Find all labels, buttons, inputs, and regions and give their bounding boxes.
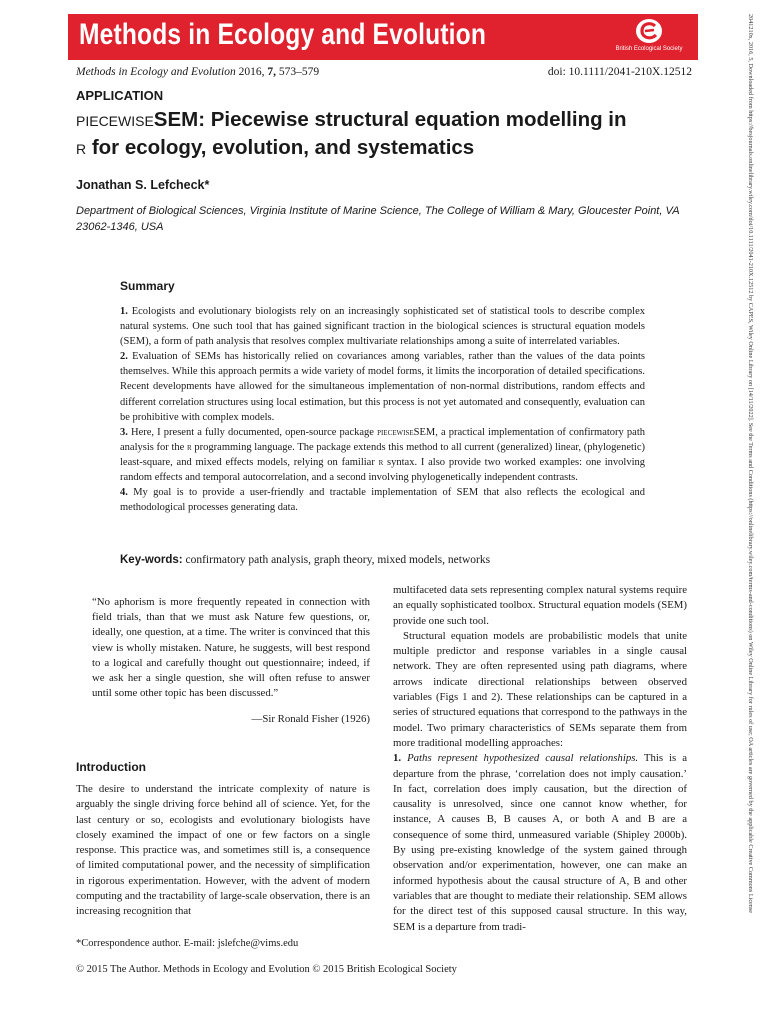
summary-text: Ecologists and evolutionary biologists rely on an increasingly sophisticated set of statistical tools to describe complex natural systems. One such tool that has gained significant traction in the biological sciences is structural equation models (SEM), a form of path analysis that resolves complex multivariate relationships among a suite of interrelated variables. (120, 306, 645, 348)
introduction-heading: Introduction (76, 760, 146, 774)
journal-banner-title: Methods in Ecology and Evolution (79, 18, 487, 51)
list-number: 1. (393, 752, 402, 765)
epigraph-text: “No aphorism is more frequently repeated in connection with field trials, than that we must ask Nature few questions, or, ideally, one question, at a time. The writer is convinced that this view is wholly mistaken. Nature, he suggests, will best respond to a logical and carefully thought out questionnaire; indeed, if we ask her a single question, she will often refuse to answer until some other topic has been discussed.” (92, 596, 370, 700)
right-paragraph-2: Structural equation models are probabilistic models that unite multiple predictor and response variables in a single causal network. They are often represented using path diagrams, where arrows indicate directional relationships between observed variables (Figs 1 and 2). These relationships can be captured in a series of structured equations that correspond to the pathways in the model. Two primary characteristics of SEMs separate them from more traditional modelling approaches: (393, 629, 687, 749)
summary-text: programming language. The package extends this method to all current (generalized) linear, (phylogenetic) least-square, and mixed effects models, relying on familiar (120, 441, 645, 468)
list-italic-lead: Paths represent hypothesized causal relationships. (401, 752, 639, 765)
download-notice-sidebar (744, 14, 754, 999)
list-text: This is a departure from the phrase, ‘correlation does not imply causation.’ In fact, correlation does imply causation, but the direction of causality is unresolved, since one cannot know whether, for instance, A causes B, B causes A, or both A and B are a consequence of some third, unmeasured variable (Shipley 2000b). By using pre-existing knowledge of the system gained through observation and/or experimentation, however, one can make an informed hypothesis about the causal structure of A, B and other variables that are thought to mediate their relationship. SEM allows for the direct test of this supposed causal structure. In this way, SEM is a departure from tradi- (393, 752, 687, 933)
epigraph-quote (92, 595, 370, 701)
citation-line (76, 66, 692, 78)
download-notice-text: 2041210x, 2016, 5, Downloaded from https://besjournals.onlinelibrary.wiley.com/doi/10.1111/2041-210X.12512 by CAPES, Wiley Online Library on [14/11/2022]. See the Terms and Conditions (https://onlinelibrary.wiley.com/terms-and-conditions) on Wiley Online Library for rules of use; OA articles are governed by the applicable Creative Commons License (747, 14, 754, 914)
keywords-list: confirmatory path analysis, graph theory, mixed models, networks (182, 554, 491, 566)
introduction-body (76, 782, 370, 920)
r-sc: r (378, 456, 384, 468)
r-sc: r (187, 441, 192, 453)
society-logo-text: British Ecological Society (615, 46, 683, 52)
citation-volume: 7, (267, 66, 276, 78)
summary-body (120, 304, 645, 515)
society-logo (606, 17, 692, 57)
article-title (76, 106, 696, 162)
summary-text: Here, I present a fully documented, open-source package (127, 426, 378, 438)
summary-text: My goal is to provide a user-friendly and tractable implementation of SEM that also reflects the ecological and methodological processes generating data. (120, 487, 645, 514)
article-type: APPLICATION (76, 88, 164, 103)
citation-year: 2016, (235, 66, 268, 78)
title-package-prefix: piecewise (76, 108, 154, 131)
right-column-body (393, 583, 687, 935)
journal-banner (68, 14, 698, 60)
summary-point-3 (120, 425, 645, 485)
keywords-label: Key-words: (120, 554, 183, 566)
summary-heading: Summary (120, 279, 175, 293)
summary-number: 2. (120, 351, 128, 363)
summary-text: Evaluation of SEMs has historically relied on covariances among variables, rather than the values of the data points themselves. While this approach permits a wide variety of model forms, it limits the incorporation of detailed specifications. Recent developments have allowed for the simultaneous implementation of non-normal distributions, random effects and different correlation structures using local estimation, but this process is not yet automated and consequently, evaluation can be prohibitive with complex models. (120, 351, 645, 423)
summary-point-1 (120, 304, 645, 349)
right-paragraph-3 (393, 751, 687, 935)
summary-text: syntax. I also provide two worked examples: one involving random effects and temporal autocorrelation, and a second involving phylogenetically independent contrasts. (120, 456, 646, 484)
package-name-sc: piecewise (377, 426, 414, 438)
citation-journal: Methods in Ecology and Evolution (76, 66, 236, 78)
summary-number: 3. (120, 426, 128, 438)
title-r: r (76, 136, 87, 159)
right-paragraph-1: multifaceted data sets representing complex natural systems require an equally sophisticated toolbox. Structural equation models (SEM) provide one such tool. (393, 584, 687, 627)
epigraph-attribution: —Sir Ronald Fisher (1926) (251, 713, 370, 725)
title-part-2: for ecology, evolution, and systematics (86, 136, 475, 159)
author-affiliation: Department of Biological Sciences, Virginia Institute of Marine Science, The College of William & Mary, Gloucester Point, VA 23062-1346, USA (76, 205, 680, 233)
summary-point-2 (120, 349, 645, 424)
copyright-line: © 2015 The Author. Methods in Ecology and Evolution © 2015 British Ecological Society (76, 964, 457, 975)
correspondence-footnote: *Correspondence author. E-mail: jslefche@vims.edu (76, 938, 299, 949)
summary-number: 4. (120, 487, 128, 499)
author-name: Jonathan S. Lefcheck* (76, 178, 210, 192)
keywords (120, 554, 490, 566)
doi-link[interactable]: doi: 10.1111/2041-210X.12512 (547, 66, 692, 78)
introduction-paragraph: The desire to understand the intricate complexity of nature is arguably the single driving force behind all of science. Yet, for the last century or so, ecologists and evolutionary biologists have closely examined the impact of one or few factors on a single response. This practice was, and sometimes still is, a consequence of limited computational power, and the necessity of simplification in rigorous experimentation. However, with the advent of modern computing and the tractability of large-scale observation, there is an increasing recognition that (76, 783, 370, 918)
society-logo-icon (634, 17, 664, 45)
summary-number: 1. (120, 306, 128, 317)
summary-text: SEM, a practical implementation of confirmatory path analysis for the (120, 426, 645, 453)
title-part-1: SEM: Piecewise structural equation modelling in (153, 108, 627, 131)
summary-point-4 (120, 485, 645, 515)
citation-pages: 573–579 (275, 66, 320, 78)
